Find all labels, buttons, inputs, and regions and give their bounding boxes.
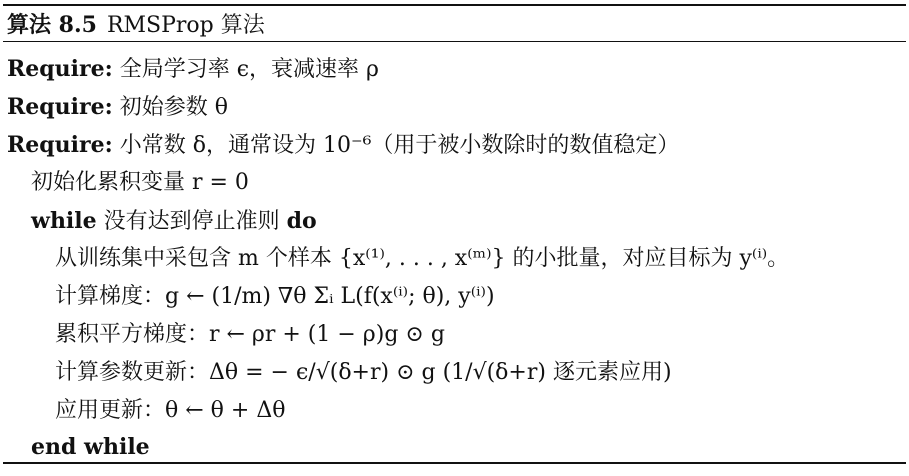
require-line-2: Require: 初始参数 θ: [7, 94, 228, 120]
require-line-3: Require: 小常数 δ，通常设为 10⁻⁶（用于被小数除时的数值稳定）: [7, 132, 680, 158]
gradient-line: 计算梯度：g ← (1/m) ∇θ Σᵢ L(f(x⁽ⁱ⁾; θ), y⁽ⁱ⁾): [55, 284, 495, 309]
minibatch-line: 从训练集中采包含 m 个样本 {x⁽¹⁾, . . . , x⁽ᵐ⁾} 的小批量，对应目标为 y⁽ⁱ⁾。: [55, 246, 790, 271]
apply-update-line: 应用更新：θ ← θ + Δθ: [55, 398, 286, 423]
init-line: 初始化累积变量 r = 0: [31, 170, 249, 195]
algorithm-header: [3, 6, 906, 42]
algorithm-box: [3, 4, 906, 464]
algorithm-number: 算法 8.5: [7, 12, 97, 38]
accumulate-line: 累积平方梯度：r ← ρr + (1 − ρ)g ⊙ g: [55, 322, 445, 347]
algorithm-name: RMSProp 算法: [106, 13, 265, 38]
while-line: while 没有达到停止准则 do: [31, 208, 317, 234]
end-while-line: end while: [31, 434, 150, 460]
update-compute-line: 计算参数更新：Δθ = − ϵ/√(δ+r) ⊙ g (1/√(δ+r) 逐元素应用): [55, 360, 672, 385]
require-line-1: Require: 全局学习率 ϵ，衰减速率 ρ: [7, 56, 379, 82]
